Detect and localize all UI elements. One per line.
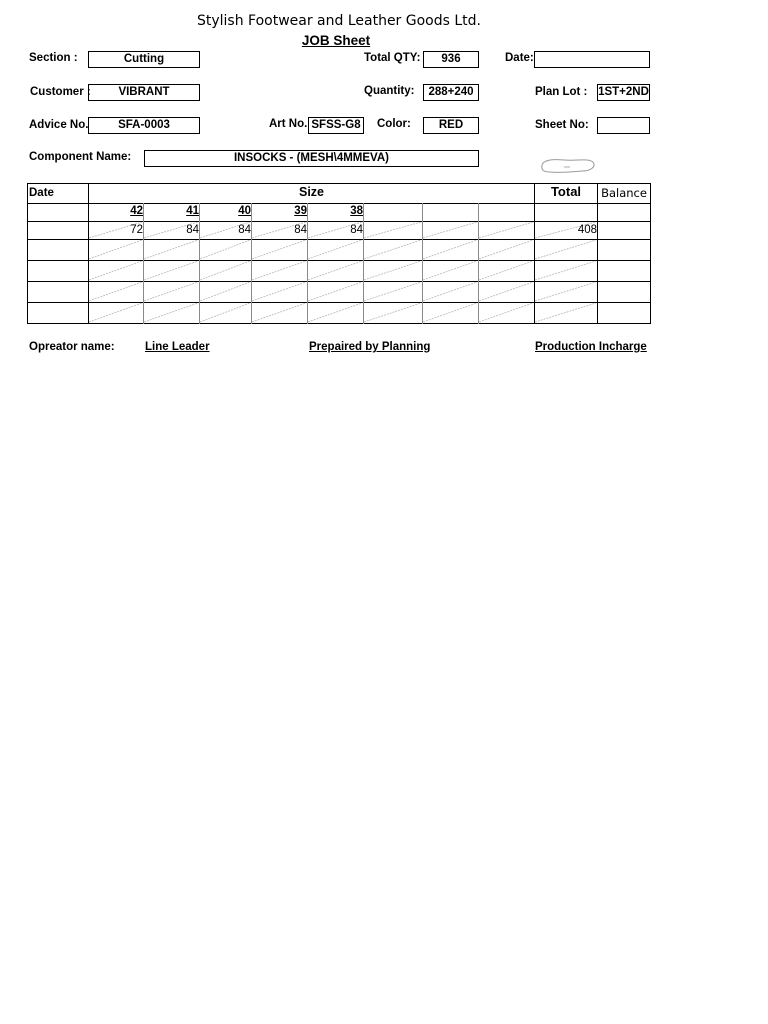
- date-column-header: Date: [29, 187, 54, 199]
- hatch-line: [144, 282, 198, 301]
- size-label-38: 38: [350, 205, 363, 217]
- hatch-line: [144, 261, 198, 280]
- hatch-line: [364, 282, 421, 301]
- hatch-line: [144, 303, 198, 322]
- qty-cell-40[interactable]: 84: [238, 224, 251, 236]
- hatch-line: [89, 303, 142, 322]
- qty-cell-42[interactable]: 72: [130, 224, 143, 236]
- size-label-41: 41: [186, 205, 199, 217]
- section-field[interactable]: Cutting: [88, 51, 200, 68]
- date-label: Date:: [505, 52, 534, 64]
- section-label: Section :: [29, 52, 78, 64]
- hatch-line: [364, 222, 421, 238]
- hatch-line: [252, 282, 306, 301]
- row-total-cell[interactable]: 408: [577, 224, 597, 236]
- color-label: Color:: [377, 118, 411, 130]
- size-column-header: Size: [298, 185, 324, 199]
- hatch-line: [479, 222, 533, 238]
- hatch-line: [535, 240, 596, 259]
- sheet-field[interactable]: [597, 117, 650, 134]
- component-label: Component Name:: [29, 151, 132, 163]
- size-label-39: 39: [294, 205, 307, 217]
- hatch-line: [252, 303, 306, 322]
- plan-lot-label: Plan Lot :: [535, 86, 588, 98]
- hatch-line: [144, 240, 198, 259]
- advice-label: Advice No.: [29, 119, 89, 131]
- hatch-line: [423, 240, 477, 259]
- hatch-line: [200, 282, 250, 301]
- hatch-line: [479, 261, 533, 280]
- page-title: JOB Sheet: [301, 33, 371, 48]
- hatch-line: [423, 261, 477, 280]
- hatch-line: [200, 303, 250, 322]
- hatch-line: [200, 240, 250, 259]
- hatch-line: [479, 282, 533, 301]
- hatch-line: [200, 261, 250, 280]
- qty-cell-41[interactable]: 84: [186, 224, 199, 236]
- hatch-line: [535, 303, 596, 322]
- size-label-42: 42: [130, 205, 143, 217]
- hatch-line: [479, 303, 533, 322]
- quantity-field[interactable]: 288+240: [423, 84, 479, 101]
- production-signature: Production Incharge: [535, 341, 647, 353]
- hatch-line: [89, 261, 142, 280]
- qty-cell-38[interactable]: 84: [350, 224, 363, 236]
- qty-cell-39[interactable]: 84: [294, 224, 307, 236]
- total-qty-label: Total QTY:: [364, 52, 421, 64]
- hatch-line: [364, 240, 421, 259]
- plan-lot-field[interactable]: 1ST+2ND: [597, 84, 650, 101]
- total-column-header: Total: [550, 184, 582, 199]
- hatch-line: [364, 303, 421, 322]
- color-field[interactable]: RED: [423, 117, 479, 134]
- date-field[interactable]: [534, 51, 650, 68]
- hatch-line: [423, 222, 477, 238]
- size-label-40: 40: [238, 205, 251, 217]
- hatch-line: [364, 261, 421, 280]
- customer-field[interactable]: VIBRANT: [88, 84, 200, 101]
- planning-signature: Prepaired by Planning: [309, 341, 431, 353]
- component-field[interactable]: INSOCKS - (MESH\4MMEVA): [144, 150, 479, 167]
- operator-label: Opreator name:: [29, 341, 115, 353]
- insole-sketch-icon: [538, 156, 596, 176]
- quantity-label: Quantity:: [364, 85, 415, 97]
- company-name: Stylish Footwear and Leather Goods Ltd.: [196, 13, 482, 29]
- hatch-line: [252, 240, 306, 259]
- hatch-line: [89, 240, 142, 259]
- art-label: Art No.: [269, 118, 308, 130]
- art-field[interactable]: SFSS-G8: [308, 117, 364, 134]
- hatch-line: [252, 261, 306, 280]
- hatch-line: [308, 282, 362, 301]
- line-leader-signature: Line Leader: [145, 341, 210, 353]
- advice-field[interactable]: SFA-0003: [88, 117, 200, 134]
- hatch-line: [308, 261, 362, 280]
- hatch-line: [423, 303, 477, 322]
- hatch-line: [535, 261, 596, 280]
- hatch-line: [308, 240, 362, 259]
- hatch-line: [535, 282, 596, 301]
- total-qty-field[interactable]: 936: [423, 51, 479, 68]
- customer-label: Customer :: [30, 86, 91, 98]
- size-grid: [27, 183, 651, 324]
- hatch-line: [423, 282, 477, 301]
- hatch-line: [89, 282, 142, 301]
- hatch-line: [308, 303, 362, 322]
- balance-column-header: Balance: [601, 186, 647, 200]
- hatch-line: [479, 240, 533, 259]
- sheet-label: Sheet No:: [535, 119, 589, 131]
